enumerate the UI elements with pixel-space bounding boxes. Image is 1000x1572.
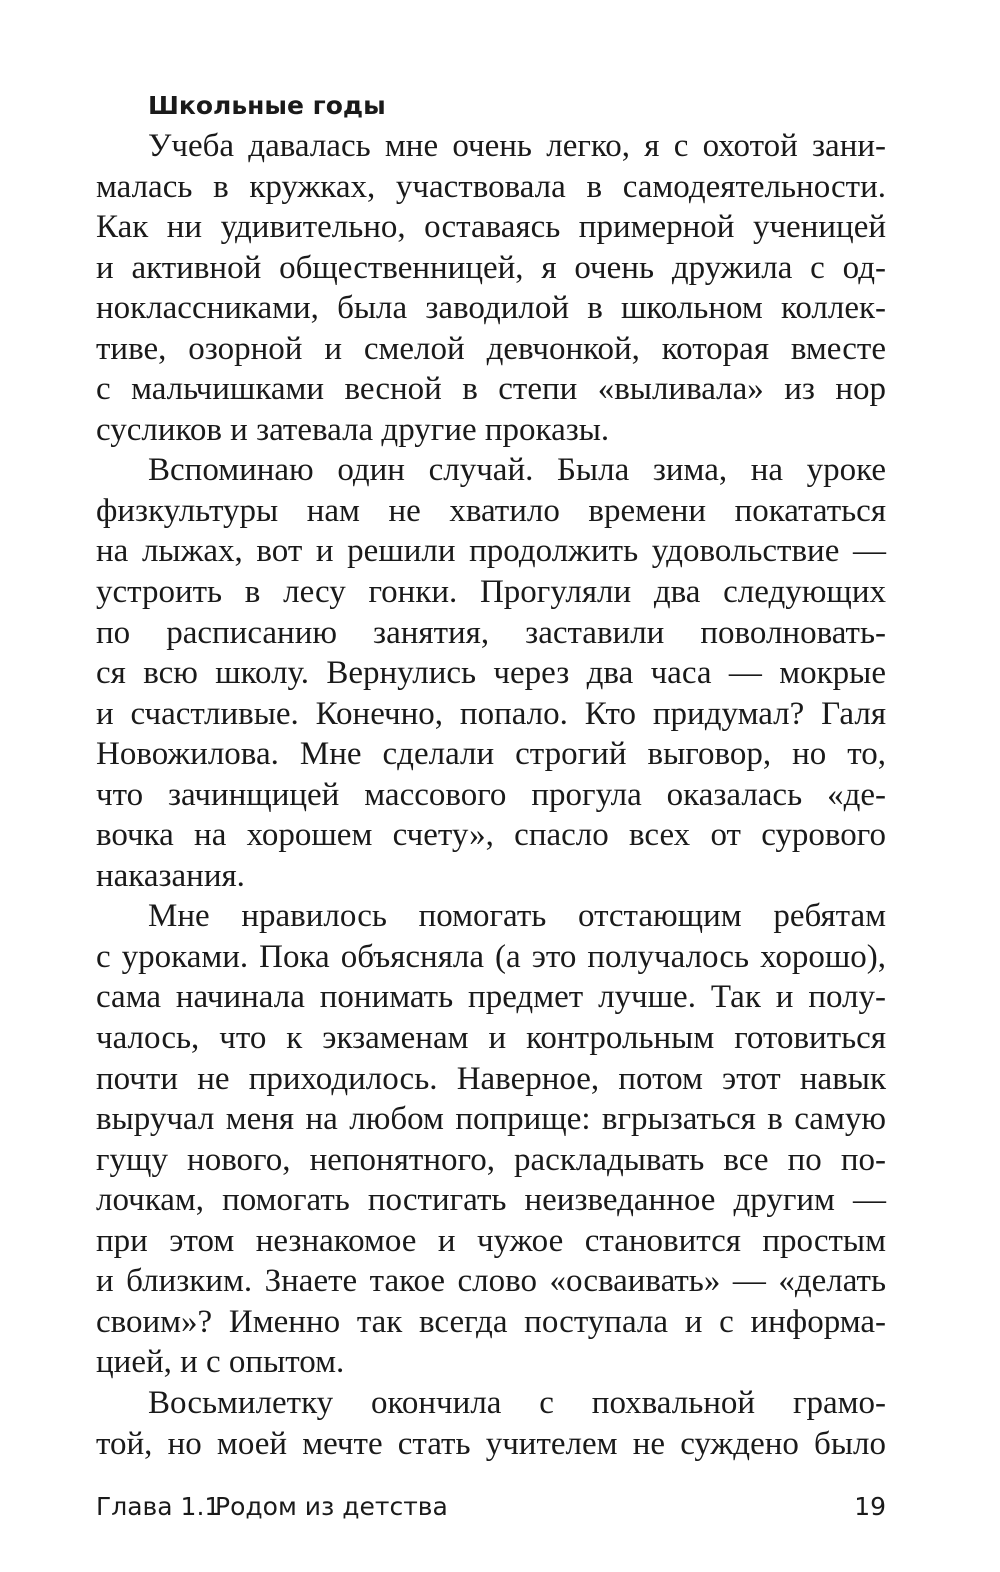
text-line: ноклассниками, была заводилой в школьном коллек- (96, 290, 886, 327)
text-line: сама начинала понимать предмет лучше. Так и полу- (96, 979, 886, 1016)
text-line: при этом незнакомое и чужое становится простым (96, 1222, 886, 1259)
text-line: лочкам, помогать постигать неизведанное другим — (96, 1182, 886, 1219)
chapter-title: Родом из детства (215, 1492, 448, 1521)
text-line: наказания. (96, 857, 245, 894)
text-line: устроить в лесу гонки. Прогуляли два следующих (96, 574, 886, 611)
page-number: 19 (854, 1492, 886, 1521)
text-line: ся всю школу. Вернулись через два часа — мокрые (96, 655, 886, 692)
text-line: Восьмилетку окончила с похвальной грамо- (148, 1384, 886, 1421)
page-body (96, 86, 886, 1464)
chapter-label: Глава 1.1 (96, 1492, 221, 1521)
text-line: физкультуры нам не хватило времени покататься (96, 492, 886, 529)
text-line: выручал меня на любом поприще: вгрызаться в самую (96, 1101, 886, 1138)
text-line: по расписанию занятия, заставили поволновать- (96, 614, 886, 651)
text-line: Как ни удивительно, оставаясь примерной ученицей (96, 209, 886, 246)
paragraph-ski-race (96, 450, 886, 896)
text-line: на лыжах, вот и решили продолжить удовольствие — (96, 533, 886, 570)
section-heading: Школьные годы (148, 91, 386, 120)
text-line: Новожилова. Мне сделали строгий выговор, но то, (96, 736, 886, 773)
text-line: Учеба давалась мне очень легко, я с охотой зани- (148, 128, 886, 164)
paragraph-graduation (96, 1383, 886, 1464)
text-line: цией, и с опытом. (96, 1344, 345, 1381)
text-line: почти не приходилось. Наверное, потом этот навык (96, 1060, 886, 1097)
text-line: тиве, озорной и смелой девчонкой, которая вместе (96, 330, 886, 367)
text-line: Мне нравилось помогать отстающим ребятам (148, 898, 886, 935)
text-line: и активной общественницей, я очень дружила с од- (96, 249, 886, 286)
running-footer (96, 1487, 886, 1527)
text-line: чалось, что к экзаменам и контрольным готовиться (96, 1020, 886, 1057)
text-line: что зачинщицей массового прогула оказалась «де- (96, 776, 886, 813)
text-line: и счастливые. Конечно, попало. Кто придумал? Галя (96, 695, 886, 732)
paragraph-school-studies (96, 126, 886, 450)
text-line: той, но моей мечте стать учителем не суждено было (96, 1425, 886, 1462)
text-line: Вспоминаю один случай. Была зима, на уроке (148, 452, 886, 489)
text-line: гущу нового, непонятного, раскладывать все по по- (96, 1141, 886, 1178)
text-line: с уроками. Пока объясняла (а это получалось хорошо), (96, 938, 886, 975)
text-line: сусликов и затевала другие проказы. (96, 411, 610, 448)
text-line: вочка на хорошем счету», спасло всех от сурового (96, 817, 886, 854)
text-line: своим»? Именно так всегда поступала и с информа- (96, 1303, 886, 1340)
text-line: и близким. Знаете такое слово «осваивать» — «делать (96, 1263, 886, 1300)
text-line: с мальчишками весной в степи «выливала» из нор (96, 371, 886, 408)
paragraph-helping-classmates (96, 896, 886, 1383)
text-line: малась в кружках, участвовала в самодеятельности. (96, 168, 886, 205)
